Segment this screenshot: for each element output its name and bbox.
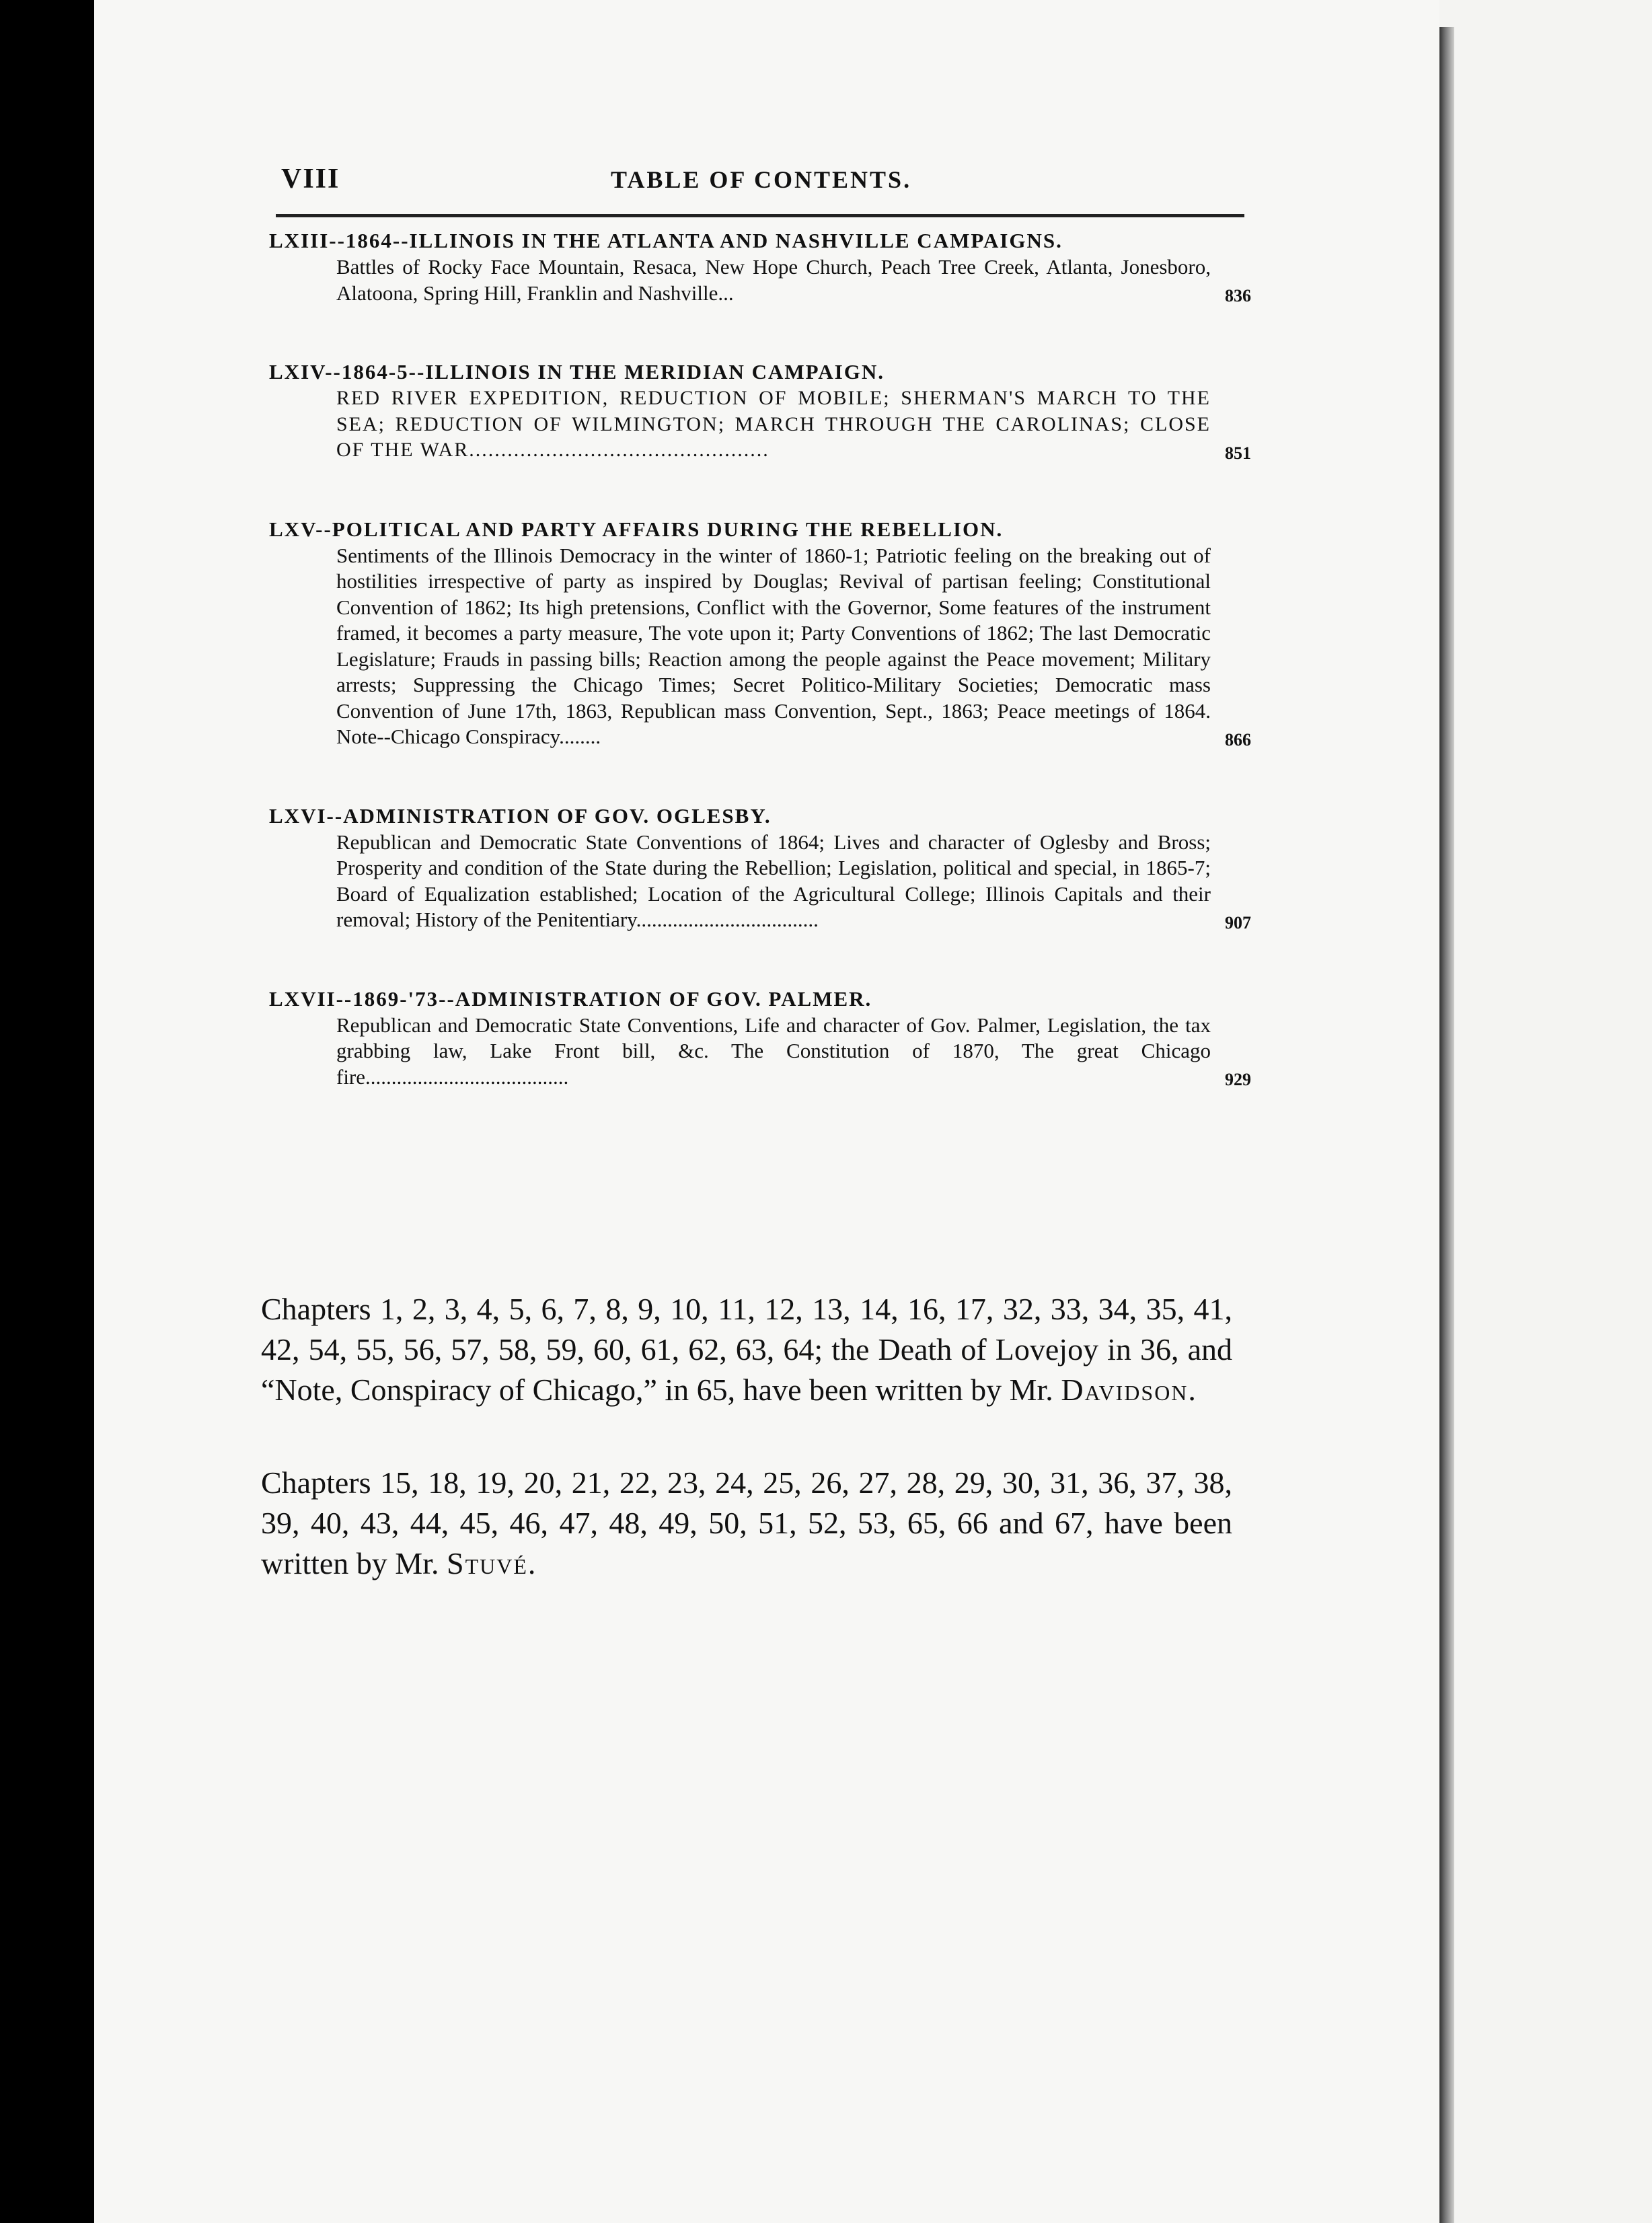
author-name: Stuvé. <box>446 1546 537 1580</box>
chapter-title: LXIV--1864-5--ILLINOIS IN THE MERIDIAN CAMPAIGN. <box>269 360 885 384</box>
note-text: Chapters 1, 2, 3, 4, 5, 6, 7, 8, 9, 10, 11, 12, 13, 14, 16, 17, 32, 33, 34, 35, 41, 42, 54, 55, 56, 57, 58, 59, 60, 61, 62, 63, 64; the Death of Lovejoy in 36, and “Note, Conspiracy of Chicago,” in 65, have been written by Mr. <box>261 1292 1232 1407</box>
toc-entry <box>269 516 1251 750</box>
authorship-note-stuve <box>261 1463 1232 1584</box>
page-number: 907 <box>1225 912 1251 933</box>
running-head: TABLE OF CONTENTS. <box>611 166 912 193</box>
chapter-summary: Republican and Democratic State Conventions of 1864; Lives and character of Oglesby and Bross; Prosperity and condition of the State during the Rebellion; Legislation, political and special, in 1865-7; Board of Equalization established; Location of the Agricultural College; Illinois Capitals and their removal; History of the Penitentiary................................... <box>336 830 1211 931</box>
chapter-title: LXVI--ADMINISTRATION OF GOV. OGLESBY. <box>269 803 772 828</box>
header-rule <box>276 214 1244 217</box>
page-number: 866 <box>1225 729 1251 750</box>
chapter-summary: RED RIVER EXPEDITION, REDUCTION OF MOBILE; SHERMAN'S MARCH TO THE SEA; REDUCTION OF WILMINGTON; MARCH THROUGH THE CAROLINAS; CLOSE OF THE WAR............................................... <box>336 387 1211 461</box>
page-header <box>281 159 1243 206</box>
chapter-title: LXIII--1864--ILLINOIS IN THE ATLANTA AND NASHVILLE CAMPAIGNS. <box>269 229 1063 252</box>
page-folio: VIII <box>281 163 340 194</box>
note-text: Chapters 15, 18, 19, 20, 21, 22, 23, 24, 25, 26, 27, 28, 29, 30, 31, 36, 37, 38, 39, 40, 43, 44, 45, 46, 47, 48, 49, 50, 51, 52, 53, 65, 66 and 67, have been written by Mr. <box>261 1465 1232 1580</box>
toc-entry <box>269 359 1251 464</box>
binding-shadow <box>1439 27 1454 2223</box>
chapter-title: LXV--POLITICAL AND PARTY AFFAIRS DURING THE REBELLION. <box>269 517 1004 541</box>
toc-entry <box>269 803 1251 933</box>
authorship-note-davidson <box>261 1289 1232 1410</box>
author-name: Davidson. <box>1061 1373 1197 1407</box>
page-number: 929 <box>1225 1070 1251 1089</box>
page-number: 836 <box>1225 286 1251 305</box>
chapter-title: LXVII--1869-'73--ADMINISTRATION OF GOV. PALMER. <box>269 986 872 1011</box>
toc-entry <box>269 227 1251 306</box>
chapter-summary: Republican and Democratic State Conventions, Life and character of Gov. Palmer, Legislation, the tax grabbing law, Lake Front bill, &c. The Constitution of 1870, The great Chicago fire....................................... <box>336 1013 1211 1089</box>
chapter-summary: Battles of Rocky Face Mountain, Resaca, New Hope Church, Peach Tree Creek, Atlanta, Jonesboro, Alatoona, Spring Hill, Franklin and Nashville... <box>336 255 1211 305</box>
page-number: 851 <box>1225 443 1251 463</box>
chapter-summary: Sentiments of the Illinois Democracy in the winter of 1860-1; Patriotic feeling on the breaking out of hostilities irrespective of party as inspired by Douglas; Revival of partisan feeling; Constitutional Convention of 1862; Its high pretensions, Conflict with the Governor, Some features of the instrument framed, it becomes a party measure, The vote upon it; Party Conventions of 1862; The last Democratic Legislature; Frauds in passing bills; Reaction among the people against the Peace movement; Military arrests; Suppressing the Chicago Times; Secret Politico-Military Societies; Democratic mass Convention of June 17th, 1863, Republican mass Convention, Sept., 1863; Peace meetings of 1864. Note--Chicago Conspiracy........ <box>336 543 1211 748</box>
facing-page-edge <box>1439 0 1652 2223</box>
contents-list <box>269 227 1251 1142</box>
toc-entry <box>269 986 1251 1091</box>
